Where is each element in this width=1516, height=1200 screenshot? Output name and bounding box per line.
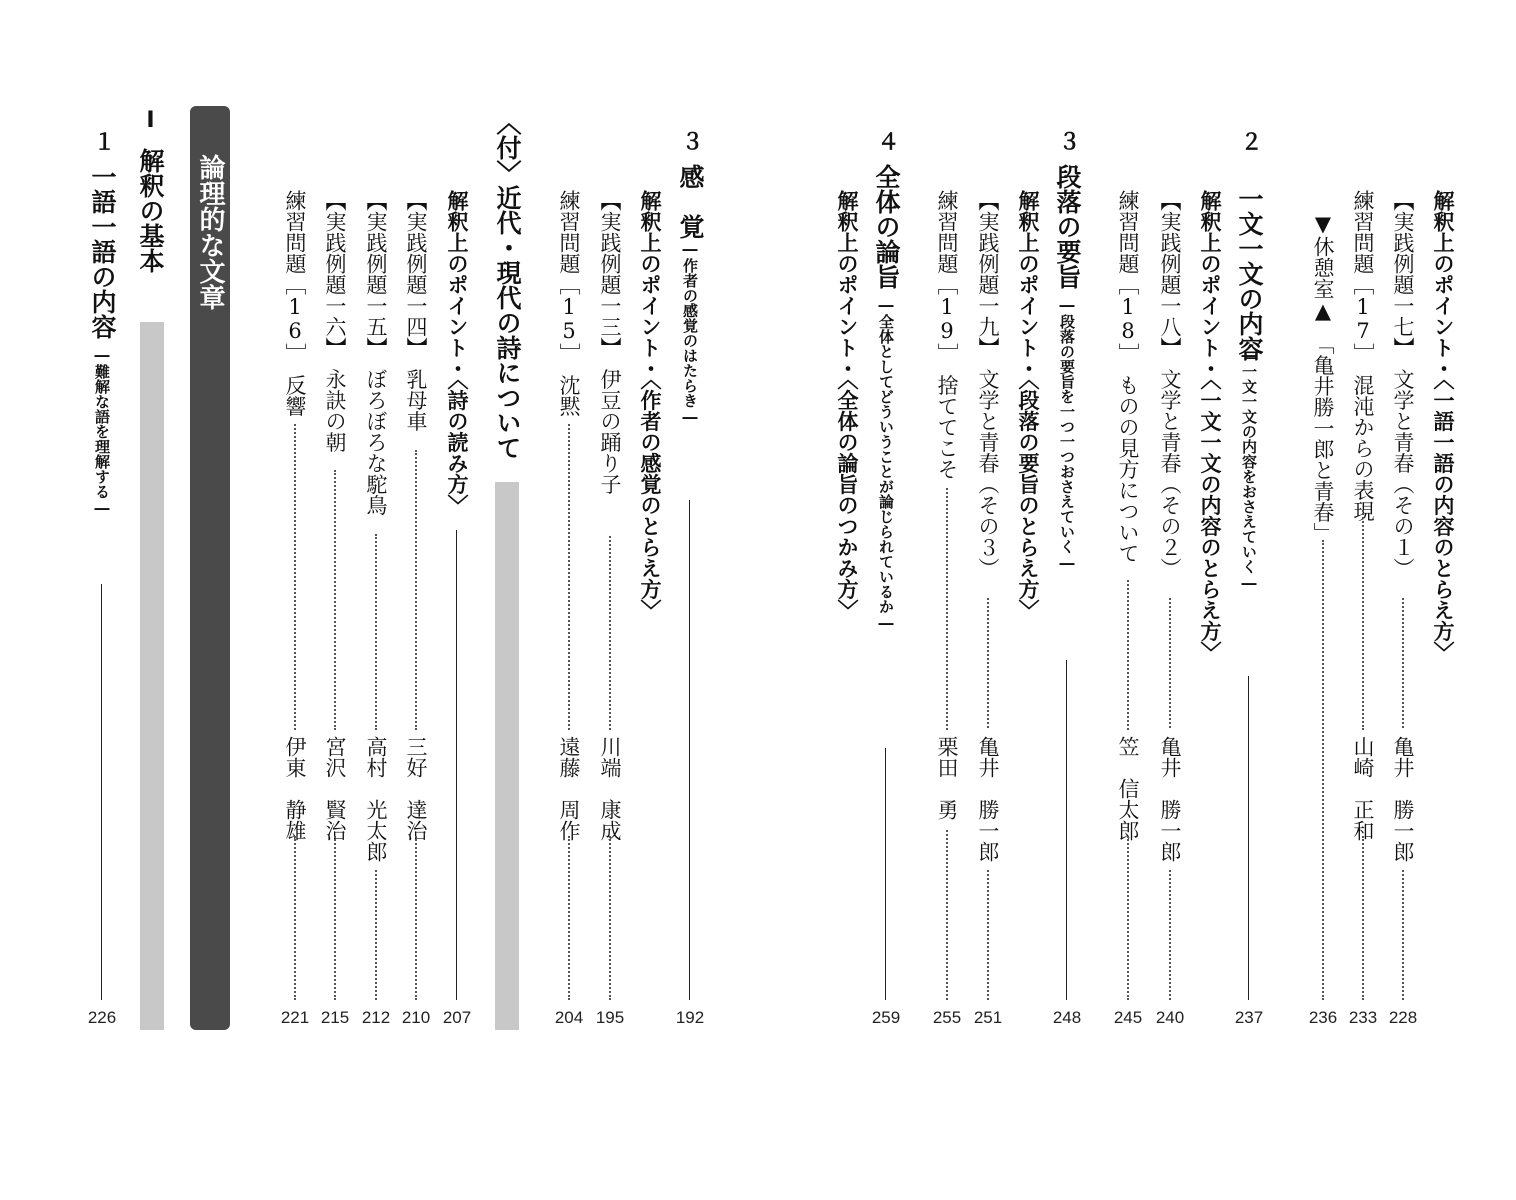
entry-title: 解釈上のポイント・〈段落の要旨のとらえ方〉 (1016, 190, 1040, 621)
page-number: 221 (280, 1008, 310, 1027)
page-number: 245 (1113, 1008, 1143, 1027)
page-number: 226 (87, 1008, 117, 1027)
dot-leader (987, 870, 989, 1000)
entry-title: 解釈上のポイント・〈一語一語の内容のとらえ方〉 (1431, 190, 1455, 663)
page-number: 259 (871, 1008, 901, 1027)
dot-leader (987, 598, 989, 728)
appendix-title: 〈付〉近代・現代の詩について (493, 110, 522, 460)
page-number: 207 (442, 1008, 472, 1027)
section-heading[interactable] (866, 0, 906, 1200)
dot-leader (415, 450, 417, 730)
dot-leader (1402, 870, 1404, 1000)
leader-line (689, 500, 690, 1000)
toc-entry[interactable] (590, 0, 630, 1200)
dot-leader (375, 870, 377, 1000)
dot-leader (375, 534, 377, 730)
section-subtitle: ―難解な語を理解する― (93, 346, 111, 517)
entry-author: 高村 光太郎 (364, 736, 388, 862)
entry-author: 三好 達治 (404, 736, 428, 841)
page-number: 233 (1348, 1008, 1378, 1027)
section-number: ２ (1237, 130, 1262, 152)
entry-author: 宮沢 賢治 (323, 736, 347, 841)
entry-title: 【実践例題一八】 文学と青春（その２） (1158, 190, 1182, 579)
toc-entry[interactable] (437, 0, 477, 1200)
toc-entry[interactable] (275, 0, 315, 1200)
part-title: 解釈の基本 (136, 148, 165, 273)
section-title: 全体の論旨 (872, 164, 901, 289)
entry-title: 解釈上のポイント・〈一文一文の内容のとらえ方〉 (1198, 190, 1222, 663)
entry-title: 解釈上のポイント・〈全体の論旨のつかみ方〉 (835, 190, 859, 621)
dot-leader (415, 836, 417, 1000)
page-number: 236 (1308, 1008, 1338, 1027)
entry-title: 【実践例題一五】 ぼろぼろな駝鳥 (364, 190, 388, 516)
dot-leader (294, 424, 296, 730)
entry-author: 遠藤 周作 (557, 736, 581, 841)
part-banner (190, 106, 230, 1030)
section-title: 一語一語の内容 (88, 164, 117, 339)
entry-title: 【実践例題一七】 文学と青春（その１） (1391, 190, 1415, 579)
entry-author: 亀井 勝一郎 (1158, 736, 1182, 862)
section-heading[interactable] (1229, 0, 1269, 1200)
section-number: ４ (874, 130, 899, 152)
page-number: 192 (675, 1008, 705, 1027)
section-title: 段落の要旨 (1053, 164, 1082, 289)
toc-entry[interactable] (1423, 0, 1463, 1200)
entry-title: 【実践例題一四】 乳母車 (404, 190, 428, 432)
dot-leader (568, 424, 570, 730)
entry-author: 亀井 勝一郎 (1391, 736, 1415, 862)
dot-leader (334, 836, 336, 1000)
toc-entry[interactable] (1343, 0, 1383, 1200)
page-number: 248 (1052, 1008, 1082, 1027)
page-number: 215 (320, 1008, 350, 1027)
dot-leader (1127, 580, 1129, 730)
dot-leader (609, 536, 611, 730)
part-bar (140, 322, 164, 1030)
section-subtitle: ―一文一文の内容をおさえていく― (1240, 346, 1258, 592)
dot-leader (1362, 510, 1364, 730)
toc-entry[interactable] (356, 0, 396, 1200)
dot-leader (946, 488, 948, 730)
section-number: ３ (678, 130, 703, 152)
entry-title: 【実践例題一三】 伊豆の踊り子 (598, 190, 622, 495)
toc-entry[interactable] (1008, 0, 1048, 1200)
dot-leader (1402, 598, 1404, 728)
toc-entry[interactable] (1190, 0, 1230, 1200)
dot-leader (946, 830, 948, 1000)
section-number: ３ (1055, 130, 1080, 152)
toc-entry[interactable] (1303, 0, 1343, 1200)
entry-title: 練習問題［16］ 反響 (283, 190, 307, 417)
toc-entry[interactable] (630, 0, 670, 1200)
section-heading[interactable] (670, 0, 710, 1200)
page-number: 240 (1155, 1008, 1185, 1027)
section-title: 感 覚 (676, 164, 705, 239)
toc-entry[interactable] (549, 0, 589, 1200)
dot-leader (1169, 870, 1171, 1000)
page-number: 255 (932, 1008, 962, 1027)
entry-title: 解釈上のポイント・〈作者の感覚のとらえ方〉 (638, 190, 662, 621)
section-heading[interactable] (82, 0, 122, 1200)
entry-title: ▼休憩室▲ 「亀井勝一郎と青春」 (1311, 212, 1335, 544)
leader-line (456, 530, 457, 1000)
toc-entry[interactable] (1108, 0, 1148, 1200)
entry-title: 【実践例題一六】 永訣の朝 (323, 190, 347, 453)
entry-author: 山崎 正和 (1351, 736, 1375, 841)
dot-leader (1127, 836, 1129, 1000)
page-number: 195 (595, 1008, 625, 1027)
part-banner-title: 論理的な文章 (195, 154, 225, 310)
entry-title: 【実践例題一九】 文学と青春（その３） (976, 190, 1000, 579)
dot-leader (1362, 836, 1364, 1000)
entry-title: 解釈上のポイント・〈詩の読み方〉 (445, 190, 469, 516)
section-subtitle: ―全体としてどういうことが論じられているか― (877, 296, 895, 632)
page-number: 228 (1388, 1008, 1418, 1027)
dot-leader (609, 836, 611, 1000)
page-number: 204 (554, 1008, 584, 1027)
page-number: 212 (361, 1008, 391, 1027)
section-number: １ (90, 130, 115, 152)
leader-line (1066, 660, 1067, 1000)
dot-leader (1169, 598, 1171, 728)
entry-author: 伊東 静雄 (283, 736, 307, 841)
dot-leader (294, 836, 296, 1000)
dot-leader (334, 470, 336, 730)
page-number: 210 (401, 1008, 431, 1027)
page-number: 251 (973, 1008, 1003, 1027)
entry-title: 練習問題［15］ 沈黙 (557, 190, 581, 417)
dot-leader (1322, 540, 1324, 1000)
toc-entry[interactable] (1150, 0, 1190, 1200)
entry-author: 栗田 勇 (935, 736, 959, 820)
section-heading[interactable] (1047, 0, 1087, 1200)
toc-entry[interactable] (927, 0, 967, 1200)
page-number: 237 (1234, 1008, 1264, 1027)
section-subtitle: ―作者の感覚のはたらき― (681, 240, 699, 426)
entry-author: 亀井 勝一郎 (976, 736, 1000, 862)
part-number: Ⅰ (138, 108, 163, 133)
section-subtitle: ―段落の要旨を一つ一つおさえていく― (1058, 296, 1076, 572)
dot-leader (568, 836, 570, 1000)
entry-author: 笠 信太郎 (1116, 736, 1140, 841)
toc-entry[interactable] (827, 0, 867, 1200)
entry-author: 川端 康成 (598, 736, 622, 841)
entry-title: 練習問題［18］ ものの見方について (1116, 190, 1140, 564)
leader-line (885, 748, 886, 1000)
entry-title: 練習問題［19］ 捨ててこそ (935, 190, 959, 480)
toc-entry[interactable] (1383, 0, 1423, 1200)
toc-entry[interactable] (968, 0, 1008, 1200)
entry-title: 練習問題［17］ 混沌からの表現 (1351, 190, 1375, 522)
section-title: 一文一文の内容 (1235, 186, 1264, 361)
leader-line (1248, 676, 1249, 1000)
leader-line (101, 584, 102, 1000)
toc-entry[interactable] (396, 0, 436, 1200)
appendix-bar (495, 482, 519, 1030)
toc-entry[interactable] (315, 0, 355, 1200)
